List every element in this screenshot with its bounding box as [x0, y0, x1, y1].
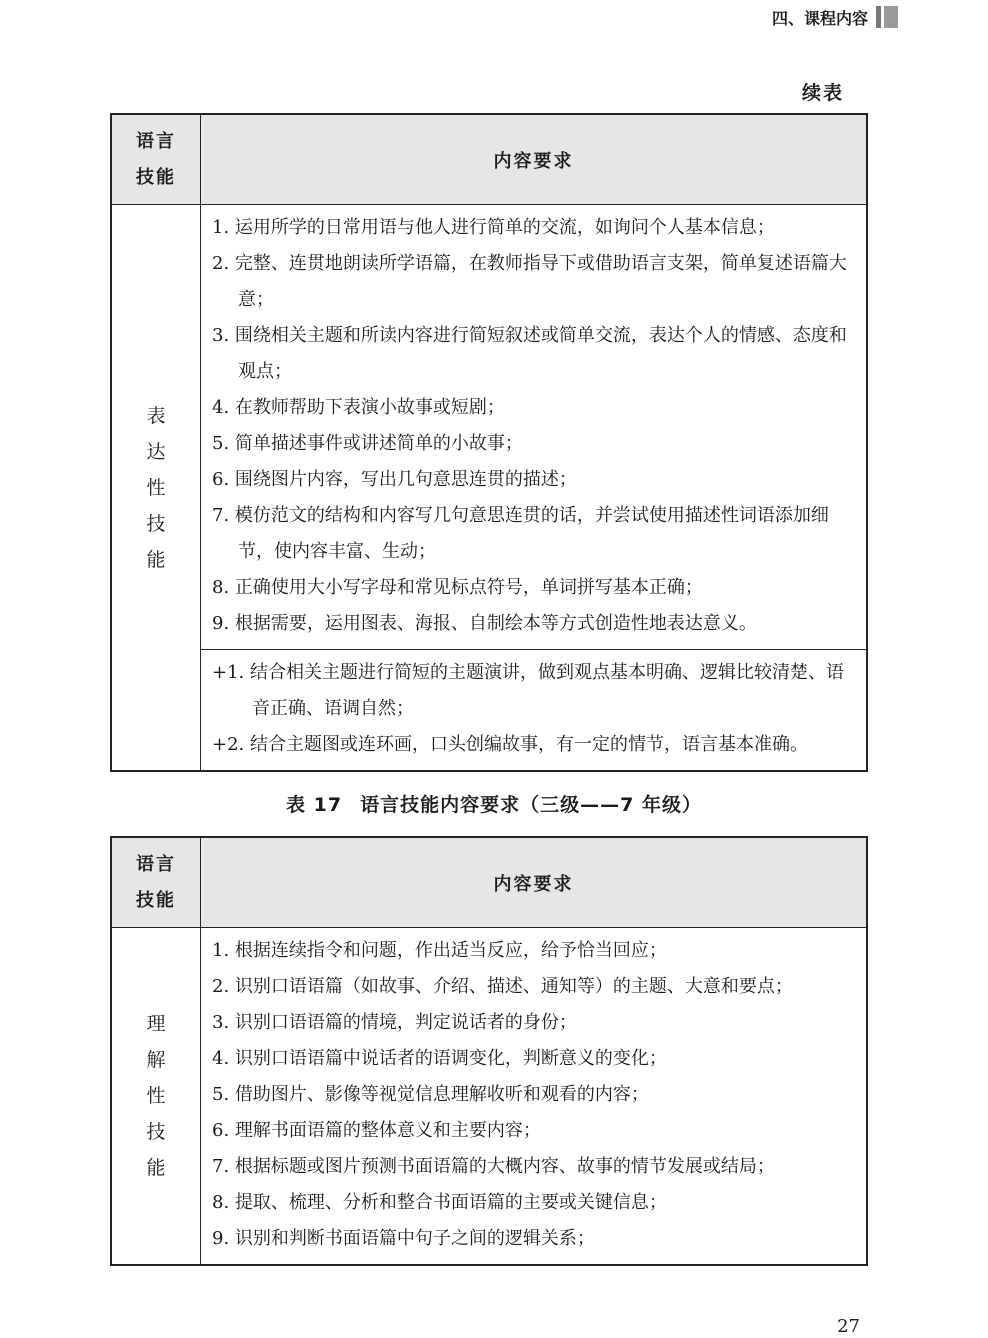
skill-char: 技: [146, 512, 166, 535]
column-header-category-line: 语言: [136, 853, 176, 875]
table-caption-title: 语言技能内容要求（三级——7 年级）: [360, 794, 702, 816]
requirement-list: [202, 929, 865, 1263]
table-header-row: [111, 837, 867, 928]
content-cell: [201, 928, 868, 1266]
header-bar-decoration: [876, 6, 898, 30]
column-header-category-line: 语言: [136, 130, 176, 152]
skill-char: 理: [146, 1013, 166, 1035]
plus-requirement-list: [202, 651, 865, 769]
skill-category-cell: [111, 928, 201, 1266]
column-header-category: [111, 837, 201, 928]
skill-char: 表: [146, 404, 166, 427]
column-header-content: 内容要求: [201, 837, 868, 928]
list-item: 3. 识别口语语篇的情境，判定说话者的身份；: [212, 1012, 577, 1033]
content-cell-plus: [201, 650, 868, 772]
list-item: 4. 在教师帮助下表演小故事或短剧；: [212, 397, 505, 418]
skill-char: 能: [146, 548, 166, 571]
skill-char: 解: [146, 1049, 166, 1071]
list-item: 2. 识别口语语篇（如故事、介绍、描述、通知等）的主题、大意和要点；: [212, 976, 793, 997]
continued-label: 续表: [801, 82, 844, 104]
skill-char: 性: [146, 1085, 166, 1107]
list-item: 1. 根据连续指令和问题，作出适当反应，给予恰当回应；: [212, 940, 667, 961]
list-item: +1. 结合相关主题进行简短的主题演讲，做到观点基本明确、逻辑比较清楚、语音正确、语调自然；: [212, 662, 844, 719]
table-row: [111, 928, 867, 1266]
list-item: 6. 理解书面语篇的整体意义和主要内容；: [212, 1120, 541, 1141]
column-header-category-line: 技能: [136, 889, 176, 911]
list-item: 6. 围绕图片内容，写出几句意思连贯的描述；: [212, 469, 577, 490]
skill-char: 技: [146, 1121, 166, 1143]
list-item: 8. 提取、梳理、分析和整合书面语篇的主要或关键信息；: [212, 1192, 667, 1213]
list-item: 8. 正确使用大小写字母和常见标点符号，单词拼写基本正确；: [212, 577, 703, 598]
list-item: 5. 借助图片、影像等视觉信息理解收听和观看的内容；: [212, 1084, 649, 1105]
content-cell: [201, 205, 868, 650]
table-receptive-skills: [110, 836, 868, 1266]
column-header-category: [111, 114, 201, 205]
skill-char: 性: [146, 476, 166, 499]
list-item: 4. 识别口语语篇中说话者的语调变化，判断意义的变化；: [212, 1048, 667, 1069]
page-number: 27: [837, 1316, 860, 1337]
table-caption-number: 表 17: [286, 794, 343, 816]
skill-char: 能: [146, 1157, 166, 1179]
list-item: 3. 围绕相关主题和所读内容进行简短叙述或简单交流，表达个人的情感、态度和观点；: [212, 325, 847, 382]
list-item: 9. 根据需要，运用图表、海报、自制绘本等方式创造性地表达意义。: [212, 613, 757, 634]
skill-char: 达: [146, 440, 166, 463]
list-item: 9. 识别和判断书面语篇中句子之间的逻辑关系；: [212, 1228, 595, 1249]
table-row: [111, 650, 867, 772]
list-item: 2. 完整、连贯地朗读所学语篇，在教师指导下或借助语言支架，简单复述语篇大意；: [212, 253, 847, 310]
list-item: 7. 模仿范文的结构和内容写几句意思连贯的话，并尝试使用描述性词语添加细节，使内容丰富、生动；: [212, 505, 829, 562]
list-item: 5. 简单描述事件或讲述简单的小故事；: [212, 433, 523, 454]
table-expressive-skills: [110, 113, 868, 772]
column-header-category-line: 技能: [136, 166, 176, 188]
table-caption: [0, 790, 988, 817]
table-row: [111, 205, 867, 650]
list-item: +2. 结合主题图或连环画，口头创编故事，有一定的情节，语言基本准确。: [212, 734, 808, 755]
skill-category-cell: [111, 205, 201, 772]
running-header: 四、课程内容: [771, 9, 868, 28]
list-item: 7. 根据标题或图片预测书面语篇的大概内容、故事的情节发展或结局；: [212, 1156, 775, 1177]
requirement-list: [202, 206, 865, 648]
column-header-content: 内容要求: [201, 114, 868, 205]
list-item: 1. 运用所学的日常用语与他人进行简单的交流，如询问个人基本信息；: [212, 217, 775, 238]
table-header-row: [111, 114, 867, 205]
